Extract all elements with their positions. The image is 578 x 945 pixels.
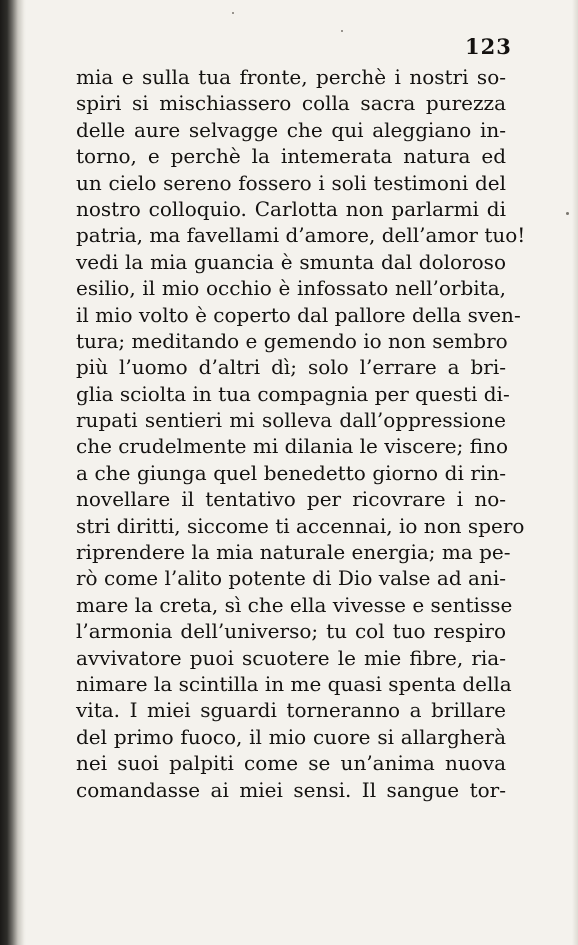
text-line: rò come l’alito potente di Dio valse ad ani- <box>76 566 506 591</box>
text-line: rupati sentieri mi solleva dall’oppressione <box>76 408 506 433</box>
text-line: comandasse ai miei sensi. Il sangue tor- <box>76 777 506 802</box>
page-edge <box>572 0 578 945</box>
text-line: patria, ma favellami d’amore, dell’amor tuo! <box>76 223 526 248</box>
text-line: che crudelmente mi dilania le viscere; fino <box>76 434 509 459</box>
text-line: riprendere la mia naturale energia; ma pe- <box>76 540 511 565</box>
text-line: un cielo sereno fossero i soli testimoni del <box>76 170 506 195</box>
text-line: glia sciolta in tua compagnia per questi di- <box>76 381 510 406</box>
text-line: avvivatore puoi scuotere le mie fibre, ria- <box>76 645 506 670</box>
text-line: l’armonia dell’universo; tu col tuo respiro <box>76 619 506 644</box>
book-spine-shadow <box>0 0 26 945</box>
text-line: nimare la scintilla in me quasi spenta della <box>76 671 512 696</box>
text-line: spiri si mischiassero colla sacra purezza <box>76 91 506 116</box>
text-line: delle aure selvagge che qui aleggiano in- <box>76 117 506 142</box>
page-number: 123 <box>465 34 512 59</box>
text-line: del primo fuoco, il mio cuore si allargherà <box>76 724 506 749</box>
body-text <box>76 64 526 803</box>
text-line: vita. I miei sguardi torneranno a brillare <box>76 698 506 723</box>
text-line: mare la creta, sì che ella vivesse e sentisse <box>76 592 513 617</box>
text-line: esilio, il mio occhio è infossato nell’orbita, <box>76 276 506 301</box>
paper-speck <box>566 212 569 215</box>
text-line: vedi la mia guancia è smunta dal doloroso <box>76 249 506 274</box>
text-line: stri diritti, siccome ti accennai, io non spero <box>76 513 525 538</box>
text-line: mia e sulla tua fronte, perchè i nostri so- <box>76 65 506 89</box>
text-line: tura; meditando e gemendo io non sembro <box>76 328 508 353</box>
paper-speck <box>232 12 234 14</box>
text-line: novellare il tentativo per ricovrare i no- <box>76 487 506 512</box>
text-line: nostro colloquio. Carlotta non parlarmi di <box>76 196 506 221</box>
text-line: più l’uomo d’altri dì; solo l’errare a bri- <box>76 355 506 380</box>
text-line: il mio volto è coperto dal pallore della sven- <box>76 302 521 327</box>
text-line: a che giunga quel benedetto giorno di rin- <box>76 460 506 485</box>
text-line: nei suoi palpiti come se un’anima nuova <box>76 751 506 776</box>
paper-speck <box>341 30 343 32</box>
text-line: torno, e perchè la intemerata natura ed <box>76 144 506 169</box>
